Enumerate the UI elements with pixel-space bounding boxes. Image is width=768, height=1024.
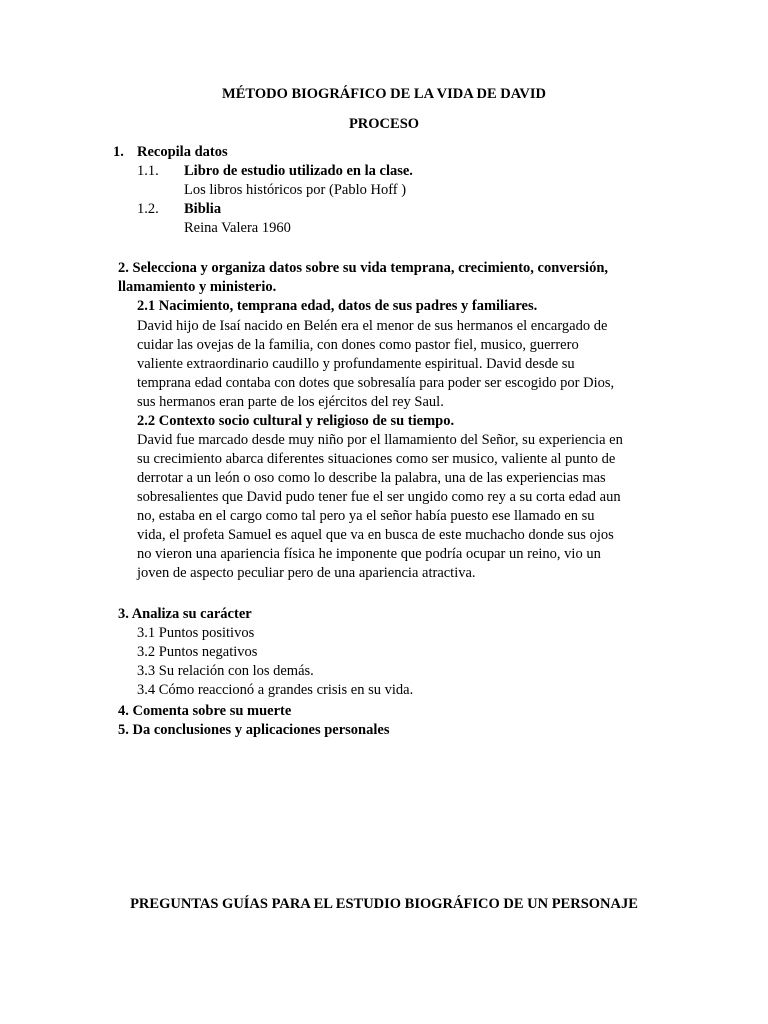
step1-number: 1. bbox=[113, 144, 124, 160]
step3-item: 3.1 Puntos positivos bbox=[137, 625, 255, 641]
step2-2-line: David fue marcado desde muy niño por el llamamiento del Señor, su experiencia en bbox=[137, 432, 623, 448]
step1-2-detail: Reina Valera 1960 bbox=[184, 220, 291, 236]
step3-item: 3.3 Su relación con los demás. bbox=[137, 663, 314, 679]
step3-item: 3.2 Puntos negativos bbox=[137, 644, 258, 660]
step2-1-line: temprana edad contaba con dotes que sobresalía para poder ser escogido por Dios, bbox=[137, 375, 615, 391]
step1-1-number: 1.1. bbox=[137, 163, 159, 179]
step2-2-line: joven de aspecto peculiar pero de una apariencia atractiva. bbox=[137, 565, 476, 581]
step2-1-line: sus hermanos eran parte de los ejércitos del rey Saul. bbox=[137, 394, 444, 410]
step2-1-line: valiente extraordinario caudillo y profundamente espiritual. David desde su bbox=[137, 356, 575, 372]
step2-1-heading: 2.1 Nacimiento, temprana edad, datos de sus padres y familiares. bbox=[137, 298, 538, 314]
step1-1-label: Libro de estudio utilizado en la clase. bbox=[184, 163, 413, 179]
step2-2-line: no vieron una apariencia física he imponente que podría ocupar un reino, vio un bbox=[137, 546, 601, 562]
step2-2-line: su crecimiento abarca diferentes situaciones como ser musico, valiente al punto de bbox=[137, 451, 616, 467]
step2-2-line: derrotar a un león o oso como lo describe la palabra, una de las experiencias mas bbox=[137, 470, 606, 486]
step1-2-number: 1.2. bbox=[137, 201, 159, 217]
step2-1-line: David hijo de Isaí nacido en Belén era el menor de sus hermanos el encargado de bbox=[137, 318, 608, 334]
step2-2-line: sobresalientes que David pudo tener fue el ser ungido como rey a su corta edad aun bbox=[137, 489, 621, 505]
step1-1-detail: Los libros históricos por (Pablo Hoff ) bbox=[184, 182, 407, 198]
step3-heading: 3. Analiza su carácter bbox=[118, 606, 252, 622]
step2-2-line: no, estaba en el cargo como tal pero ya el señor había puesto ese llamado en su bbox=[137, 508, 595, 524]
step4-heading: 4. Comenta sobre su muerte bbox=[118, 703, 292, 719]
document-title: MÉTODO BIOGRÁFICO DE LA VIDA DE DAVID bbox=[222, 86, 546, 102]
step2-2-line: vida, el profeta Samuel es aquel que va en busca de este muchacho donde sus ojos bbox=[137, 527, 614, 543]
step2-heading-line-1: 2. Selecciona y organiza datos sobre su vida temprana, crecimiento, conversión, bbox=[118, 260, 609, 276]
step5-heading: 5. Da conclusiones y aplicaciones personales bbox=[118, 722, 390, 738]
next-section-title: PREGUNTAS GUÍAS PARA EL ESTUDIO BIOGRÁFICO DE UN PERSONAJE bbox=[130, 896, 638, 912]
step2-heading-line-2: llamamiento y ministerio. bbox=[118, 279, 277, 295]
step2-1-line: cuidar las ovejas de la familia, con dones como pastor fiel, musico, guerrero bbox=[137, 337, 579, 353]
step1-label: Recopila datos bbox=[137, 144, 228, 160]
document-subtitle: PROCESO bbox=[348, 116, 420, 132]
step1-2-label: Biblia bbox=[184, 201, 222, 217]
step2-2-heading: 2.2 Contexto socio cultural y religioso de su tiempo. bbox=[137, 413, 455, 429]
step3-item: 3.4 Cómo reaccionó a grandes crisis en su vida. bbox=[137, 682, 414, 698]
